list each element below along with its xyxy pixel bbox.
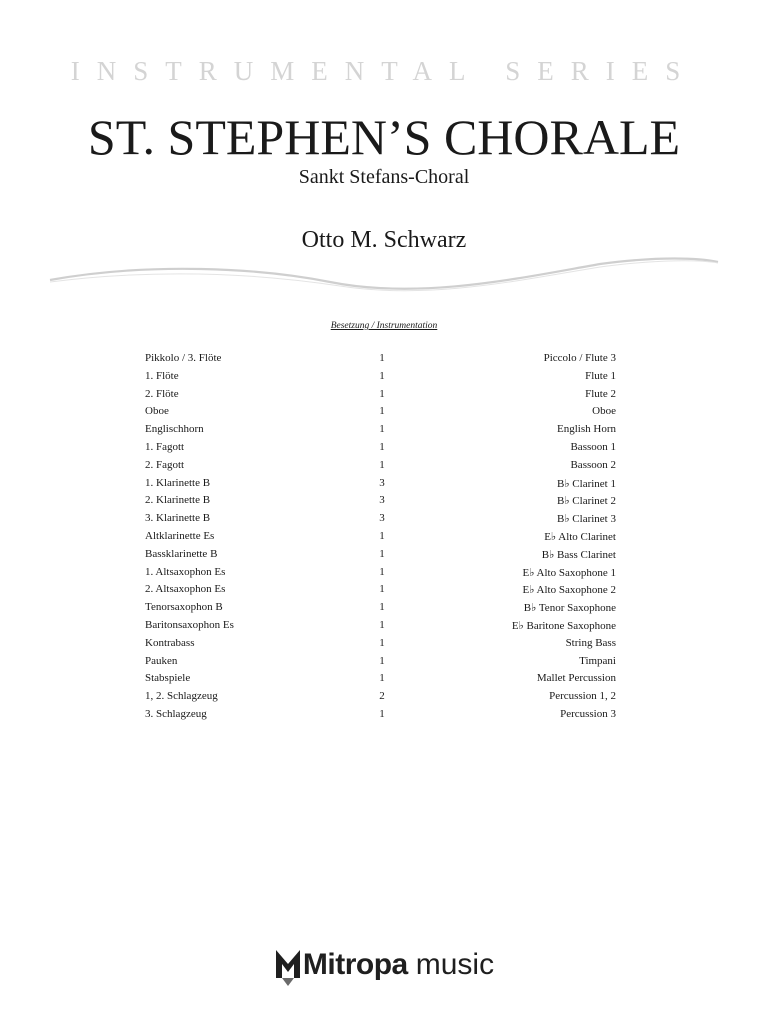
instrument-part-count: 1 bbox=[379, 654, 385, 667]
instrument-part-count: 1 bbox=[379, 565, 385, 578]
instrument-name-english: E♭ Alto Saxophone 2 bbox=[522, 584, 616, 597]
instrument-part-count: 3 bbox=[379, 476, 385, 489]
instrument-row bbox=[0, 616, 768, 634]
instrument-name-german: Bassklarinette B bbox=[145, 547, 218, 560]
instrument-row bbox=[0, 420, 768, 438]
instrument-name-english: Flute 2 bbox=[585, 387, 616, 400]
instrument-row bbox=[0, 669, 768, 687]
instrument-part-count: 2 bbox=[379, 690, 385, 703]
instrument-name-german: Kontrabass bbox=[145, 636, 195, 649]
instrument-name-german: Englischhorn bbox=[145, 423, 204, 436]
instrument-row bbox=[0, 563, 768, 581]
composer-name: Otto M. Schwarz bbox=[301, 227, 467, 253]
instrument-name-german: 1. Flöte bbox=[145, 369, 179, 382]
instrument-part-count: 1 bbox=[379, 423, 385, 436]
instrument-row bbox=[0, 385, 768, 403]
instrumentation-table bbox=[0, 349, 768, 723]
instrument-name-german: 2. Klarinette B bbox=[145, 494, 211, 507]
instrument-row bbox=[0, 402, 768, 420]
instrument-part-count: 1 bbox=[379, 405, 385, 418]
instrument-part-count: 1 bbox=[379, 369, 385, 382]
instrument-name-german: 2. Flöte bbox=[145, 387, 179, 400]
instrument-part-count: 1 bbox=[379, 352, 385, 364]
instrument-name-english: Bassoon 2 bbox=[570, 458, 616, 471]
logo-brand-text: Mitropa bbox=[302, 948, 408, 981]
decorative-swoosh bbox=[0, 240, 768, 320]
instrument-name-german: 2. Fagott bbox=[145, 458, 185, 471]
instrument-name-english: English Horn bbox=[557, 423, 616, 436]
instrument-part-count: 1 bbox=[379, 583, 385, 596]
instrument-row bbox=[0, 652, 768, 670]
instrument-name-german: 1. Fagott bbox=[145, 440, 185, 453]
instrument-name-english: B♭ Tenor Saxophone bbox=[523, 602, 616, 615]
instrument-name-german: Oboe bbox=[145, 405, 169, 418]
instrument-name-english: E♭ Baritone Saxophone bbox=[511, 619, 616, 632]
instrument-name-english: B♭ Clarinet 3 bbox=[557, 513, 616, 526]
publisher-logo bbox=[0, 940, 768, 990]
instrument-row bbox=[0, 509, 768, 527]
instrument-row bbox=[0, 634, 768, 652]
instrument-part-count: 1 bbox=[379, 672, 385, 685]
instrument-name-german: Tenorsaxophon B bbox=[145, 601, 223, 614]
instrument-row bbox=[0, 598, 768, 616]
instrument-name-english: Mallet Percussion bbox=[536, 672, 616, 685]
instrument-name-german: 3. Schlagzeug bbox=[145, 707, 207, 720]
instrument-name-german: 1. Klarinette B bbox=[145, 476, 211, 489]
instrument-name-english: Percussion 1, 2 bbox=[549, 690, 616, 703]
instrument-name-english: E♭ Alto Saxophone 1 bbox=[522, 566, 616, 579]
instrument-name-english: Percussion 3 bbox=[560, 707, 616, 720]
instrument-row bbox=[0, 367, 768, 385]
instrument-name-german: Altklarinette Es bbox=[145, 529, 215, 542]
instrument-name-english: Oboe bbox=[592, 405, 616, 418]
instrument-name-english: String Bass bbox=[565, 636, 616, 649]
instrument-part-count: 1 bbox=[379, 601, 385, 614]
instrument-row bbox=[0, 491, 768, 509]
instrument-row bbox=[0, 474, 768, 492]
instrument-name-english: Flute 1 bbox=[585, 369, 616, 382]
instrument-name-english: E♭ Alto Clarinet bbox=[544, 530, 616, 543]
instrument-name-german: 1. Altsaxophon Es bbox=[145, 565, 226, 578]
instrument-name-english: B♭ Clarinet 2 bbox=[557, 495, 616, 508]
instrument-part-count: 1 bbox=[379, 547, 385, 560]
mitropa-m-icon bbox=[274, 944, 302, 986]
instrument-part-count: 3 bbox=[379, 512, 385, 525]
instrument-name-german: 3. Klarinette B bbox=[145, 512, 211, 525]
instrument-name-german: Baritonsaxophon Es bbox=[145, 618, 234, 631]
instrument-name-german: Pikkolo / 3. Flöte bbox=[145, 352, 222, 364]
instrument-name-english: B♭ Bass Clarinet bbox=[541, 548, 616, 561]
instrument-name-german: 2. Altsaxophon Es bbox=[145, 583, 226, 596]
logo-suffix-text: music bbox=[415, 948, 495, 981]
instrument-part-count: 1 bbox=[379, 618, 385, 631]
instrument-name-english: Bassoon 1 bbox=[570, 440, 616, 453]
instrument-part-count: 1 bbox=[379, 529, 385, 542]
instrument-name-english: B♭ Clarinet 1 bbox=[557, 477, 616, 490]
instrumentation-heading: Besetzung / Instrumentation bbox=[330, 321, 438, 331]
instrument-row bbox=[0, 580, 768, 598]
page-title: ST. STEPHEN’S CHORALE bbox=[87, 109, 681, 165]
instrument-row bbox=[0, 705, 768, 723]
instrument-part-count: 1 bbox=[379, 440, 385, 453]
mitropa-logo bbox=[274, 944, 494, 986]
instrument-name-english: Timpani bbox=[579, 654, 616, 667]
instrument-row bbox=[0, 438, 768, 456]
page-subtitle: Sankt Stefans-Choral bbox=[298, 166, 470, 188]
instrument-name-english: Piccolo / Flute 3 bbox=[543, 352, 616, 364]
instrument-row bbox=[0, 349, 768, 367]
instrument-part-count: 3 bbox=[379, 494, 385, 507]
instrument-part-count: 1 bbox=[379, 387, 385, 400]
instrument-name-german: Pauken bbox=[145, 654, 178, 667]
series-label: INSTRUMENTAL SERIES bbox=[70, 56, 698, 86]
instrument-row bbox=[0, 527, 768, 545]
instrument-row bbox=[0, 456, 768, 474]
instrument-part-count: 1 bbox=[379, 707, 385, 720]
instrument-name-german: Stabspiele bbox=[145, 672, 191, 685]
instrument-row bbox=[0, 687, 768, 705]
instrument-row bbox=[0, 545, 768, 563]
instrument-name-german: 1, 2. Schlagzeug bbox=[145, 690, 218, 703]
instrument-part-count: 1 bbox=[379, 458, 385, 471]
instrument-part-count: 1 bbox=[379, 636, 385, 649]
